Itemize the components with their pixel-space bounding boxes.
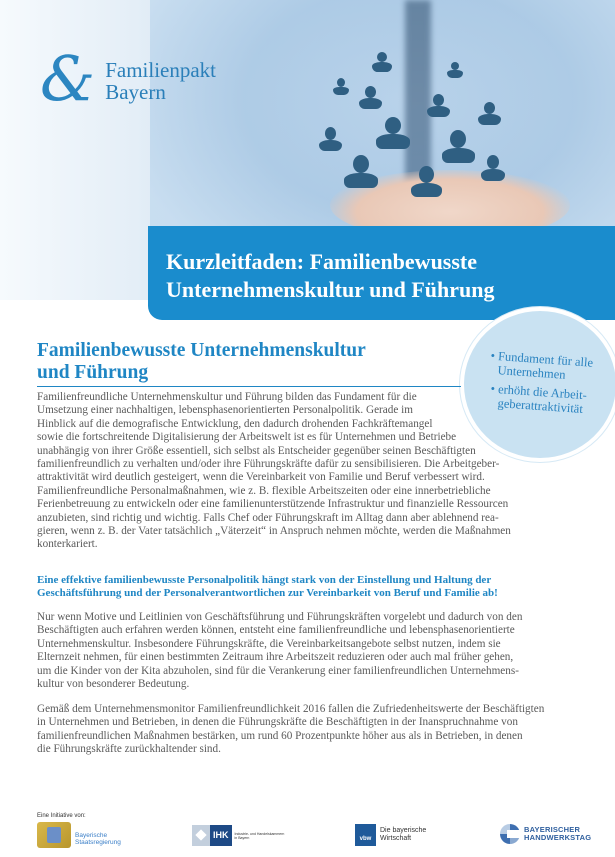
partner-name-line2: Wirtschaft <box>380 835 412 842</box>
text-line: Gemäß dem Unternehmensmonitor Familienfreundlichkeit 2016 fallen die Zufriedenheitswerte der Beschäftigten <box>37 703 545 715</box>
familienpakt-logo <box>40 42 217 115</box>
banner-title-line2: Unternehmenskultur und Führung <box>166 277 495 302</box>
title-banner <box>148 226 615 320</box>
text-line: attraktivität wird deutlich gesteigert, wenn die Vereinbarkeit von Familie und Beruf verbessert wird. <box>37 471 485 484</box>
text-line: Hinblick auf die demografische Entwicklung, den dadurch drohenden Fachkräftemangel <box>37 417 433 430</box>
section-title-line1: Familienbewusste Unternehmenskultur <box>37 340 366 361</box>
text-line: familienfreundlich zu verhalten und/oder ihre Führungskräfte dafür zu sensibilisieren. Die Arbeitgeber- <box>37 458 500 471</box>
bavarian-crest-icon <box>37 822 71 848</box>
text-line: die Führungskräfte zurückhaltender sind. <box>37 743 221 756</box>
partner-logo-ihk <box>192 825 285 846</box>
text-line: Eine effektive familienbewusste Personalpolitik hängt stark von der Einstellung und Haltung der <box>37 574 492 586</box>
text-line: Geschäftsführung und der Personalverantwortlichen zur Vereinbarkeit von Beruf und Familie ab! <box>37 587 498 600</box>
logo-wordmark <box>105 59 216 103</box>
partner-logo-staatsregierung <box>37 822 121 848</box>
text-line: in Unternehmen und Betrieben, in denen die Führungskräfte die Beschäftigten in der Inanspruchnahme von <box>37 716 518 729</box>
highlight-statement <box>37 574 557 601</box>
highlight-item: • Fundament für alle Unternehmen <box>490 348 594 382</box>
partner-name-line2: in Bayern <box>234 835 250 840</box>
text-line: sowie die fortschreitende Digitalisierung der Arbeitswelt ist es für Unternehmen und Betriebe <box>37 431 457 444</box>
text-line: Unternehmenskultur. Insbesondere Führungskräfte, die Vereinbarkeitsangebote selbst nutzen, indem sie <box>37 637 501 650</box>
text-line: unabhängig von ihrer Größe essentiell, sich selbst als Entscheider gegenüber seinen Beschäftigten <box>37 444 476 457</box>
section-title-line2: und Führung <box>37 362 149 383</box>
partner-name <box>524 826 591 843</box>
logo-name-line1: Familienpakt <box>105 58 217 82</box>
vbw-icon: vbw <box>355 824 376 846</box>
text-line: Ferienbetreuung zu entwickeln oder eine familienunterstützende Infrastruktur und finanzielle Ressourcen <box>37 498 509 511</box>
text-line: Umsetzung einer nachhaltigen, lebensphasenorientierten Personalpolitik. Gerade im <box>37 404 413 417</box>
footer-partners <box>0 800 615 857</box>
partner-name <box>235 832 285 840</box>
text-line: gieren, wenn z. B. der Vater tatsächlich „Väterzeit“ in Anspruch nehmen möchte, werden die Maßnahmen <box>37 525 511 538</box>
leadership-paragraph <box>37 611 557 691</box>
section-title <box>37 340 457 384</box>
partner-name-line1: BAYERISCHER <box>524 824 581 834</box>
highlight-item: • erhöht die Arbeit-geberattraktivität <box>490 381 588 417</box>
partner-name <box>380 827 426 843</box>
partner-name-line2: HANDWERKSTAG <box>524 833 592 842</box>
text-line: Beschäftigten auch erfahren werden können, entsteht eine familienfreundliche und lebensphasenorientierte <box>37 624 515 637</box>
initiative-label: Eine Initiative von: <box>37 813 86 819</box>
intro-paragraph <box>37 391 557 552</box>
partner-name-line1: Bayerische <box>75 832 108 839</box>
partner-logo-handwerkstag <box>500 824 591 844</box>
ihk-diamond-icon <box>192 825 210 846</box>
text-line: anzubieten, sind richtig und wichtig. Falls Chef oder Führungskraft im Alltag dann aber ablehnend rea- <box>37 511 499 524</box>
ihk-mark: IHK <box>210 825 232 846</box>
section-title-divider <box>37 386 461 387</box>
partner-logo-vbw <box>355 824 426 846</box>
text-line: kultur von besonderer Bedeutung. <box>37 678 190 691</box>
partner-name <box>75 832 121 846</box>
text-line: Elternzeit nehmen, für einen bestimmten Zeitraum ihre Arbeitszeit reduzieren oder auch mal früher gehen, <box>37 651 514 664</box>
partner-name-line2: Staatsregierung <box>75 839 121 846</box>
text-line: Nur wenn Motive und Leitlinien von Geschäftsführung und Führungskräften vorgelebt und dadurch von den <box>37 611 523 623</box>
text-line: um die Kinder von der Kita abzuholen, sind für die Verankerung einer familienfreundlichen Unternehmens- <box>37 664 519 677</box>
handwerkstag-icon <box>500 824 520 844</box>
text-line: familienfreundlichen Maßnahmen bestärken, um rund 60 Prozentpunkte höher aus als in Betrieben, in denen <box>37 729 523 742</box>
ampersand-logo-icon: & <box>40 42 96 115</box>
text-line: Familienfreundliche Personalmaßnahmen, wie z. B. flexible Arbeitszeiten oder eine innerbetriebliche <box>37 484 491 497</box>
text-line: Familienfreundliche Unternehmenskultur und Führung bilden das Fundament für die <box>37 391 417 403</box>
partner-name-line1: Industrie- und Handelskammern <box>234 831 285 836</box>
monitor-paragraph <box>37 703 557 757</box>
banner-title-line1: Kurzleitfaden: Familienbewusste <box>166 249 478 274</box>
partner-name-line1: Die bayerische <box>380 827 427 834</box>
text-line: konterkariert. <box>37 538 98 551</box>
logo-name-line2: Bayern <box>105 80 166 104</box>
